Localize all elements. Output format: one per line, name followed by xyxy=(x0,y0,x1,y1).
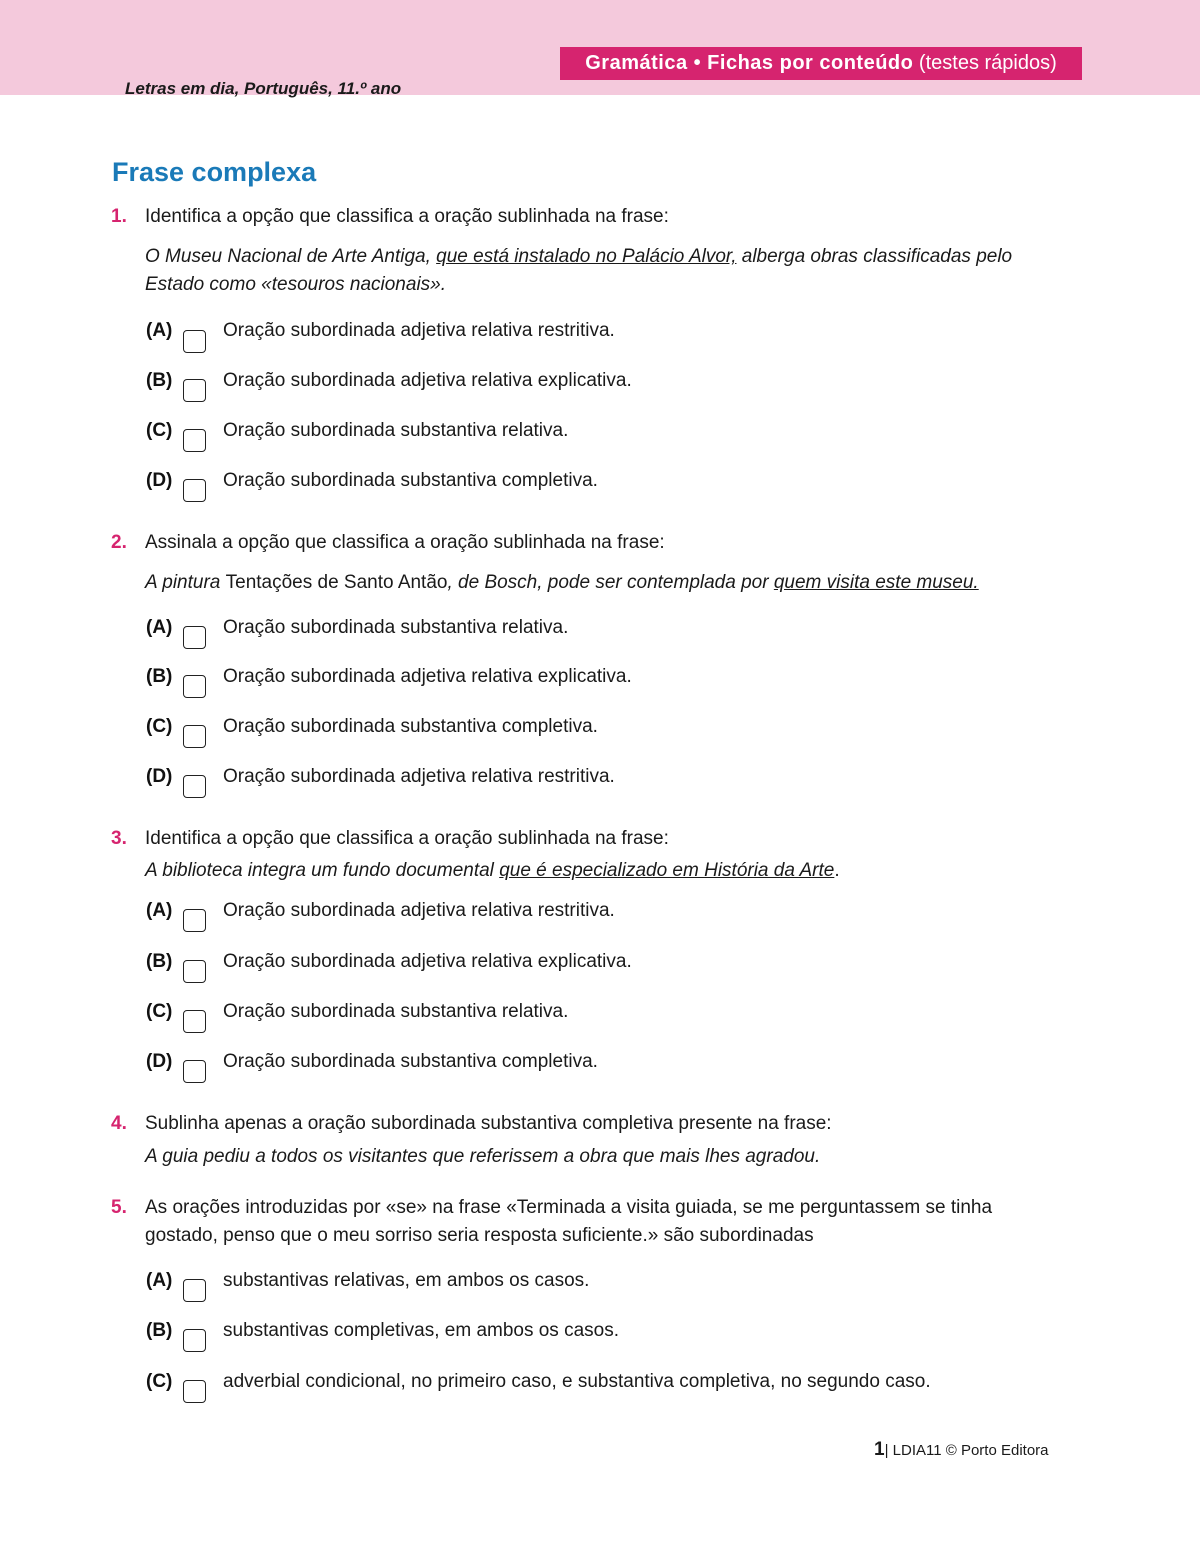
question-3-number: 3. xyxy=(111,828,127,849)
q3-option-letter: (D) xyxy=(146,1051,173,1072)
q3-option-c-checkbox[interactable] xyxy=(183,1010,206,1033)
q5-option-letter: (C) xyxy=(146,1371,173,1392)
q2-option-b-checkbox[interactable] xyxy=(183,675,206,698)
q1-option-letter: (A) xyxy=(146,320,173,341)
q3-sentence-underlined: que é especializado em História da Arte xyxy=(499,860,835,881)
q3-option-text: Oração subordinada substantiva relativa. xyxy=(223,1001,569,1022)
q2-option-text: Oração subordinada adjetiva relativa restritiva. xyxy=(223,766,615,787)
q3-option-letter: (B) xyxy=(146,951,173,972)
q1-option-text: Oração subordinada substantiva relativa. xyxy=(223,420,569,441)
q1-option-text: Oração subordinada adjetiva relativa restritiva. xyxy=(223,320,615,341)
q2-option-letter: (D) xyxy=(146,766,173,787)
q3-option-text: Oração subordinada substantiva completiva. xyxy=(223,1051,598,1072)
question-1-sentence xyxy=(145,243,1075,299)
q2-option-letter: (B) xyxy=(146,666,173,687)
question-2-number: 2. xyxy=(111,532,127,553)
question-1-number: 1. xyxy=(111,206,127,227)
q1-sentence-pre: O Museu Nacional de Arte Antiga, xyxy=(145,246,437,267)
q1-option-text: Oração subordinada adjetiva relativa explicativa. xyxy=(223,370,632,391)
q3-option-text: Oração subordinada adjetiva relativa restritiva. xyxy=(223,900,615,921)
q2-sentence-work-title: Tentações de Santo Antão xyxy=(225,572,448,593)
q2-option-text: Oração subordinada substantiva completiva. xyxy=(223,716,598,737)
question-2-text: Assinala a opção que classifica a oração sublinhada na frase: xyxy=(145,532,665,553)
q2-option-d-checkbox[interactable] xyxy=(183,775,206,798)
q3-sentence-post: . xyxy=(834,860,840,881)
q2-option-text: Oração subordinada adjetiva relativa explicativa. xyxy=(223,666,632,687)
q5-option-letter: (B) xyxy=(146,1320,173,1341)
question-5-number: 5. xyxy=(111,1197,127,1218)
q1-option-c-checkbox[interactable] xyxy=(183,429,206,452)
question-4-text: Sublinha apenas a oração subordinada substantiva completiva presente na frase: xyxy=(145,1113,832,1134)
q2-option-a-checkbox[interactable] xyxy=(183,626,206,649)
header-tag-rest: (testes rápidos) xyxy=(913,52,1057,74)
header-tag-bold: Gramática • Fichas por conteúdo xyxy=(585,52,914,74)
q1-option-text: Oração subordinada substantiva completiva. xyxy=(223,470,598,491)
q5-option-letter: (A) xyxy=(146,1270,173,1291)
q5-option-text: substantivas relativas, em ambos os casos. xyxy=(223,1270,590,1291)
q2-option-letter: (A) xyxy=(146,617,173,638)
q2-sentence-mid: , de Bosch, pode ser contemplada por xyxy=(447,572,774,593)
q3-option-letter: (A) xyxy=(146,900,173,921)
q2-option-c-checkbox[interactable] xyxy=(183,725,206,748)
q3-sentence-pre: A biblioteca integra um fundo documental xyxy=(145,860,500,881)
question-4-sentence[interactable]: A guia pediu a todos os visitantes que referissem a obra que mais lhes agradou. xyxy=(145,1146,821,1167)
question-3-sentence xyxy=(145,857,1075,885)
q2-option-letter: (C) xyxy=(146,716,173,737)
q1-option-letter: (D) xyxy=(146,470,173,491)
question-3-text: Identifica a opção que classifica a oração sublinhada na frase: xyxy=(145,828,669,849)
page-footer xyxy=(874,1439,1049,1461)
q1-sentence-post: alberga obras classificadas pelo Estado como «tesouros nacionais». xyxy=(145,246,1013,295)
q1-sentence-underlined: que está instalado no Palácio Alvor, xyxy=(436,246,737,267)
question-5-text: As orações introduzidas por «se» na frase «Terminada a visita guiada, se me perguntassem se tinha gostado, penso que o meu sorriso seria resposta suficiente.» são subordinadas xyxy=(145,1197,993,1246)
header-tag xyxy=(560,47,1082,80)
q5-option-a-checkbox[interactable] xyxy=(183,1279,206,1302)
q1-option-a-checkbox[interactable] xyxy=(183,330,206,353)
q1-option-letter: (B) xyxy=(146,370,173,391)
q5-option-b-checkbox[interactable] xyxy=(183,1329,206,1352)
question-4-number: 4. xyxy=(111,1113,127,1134)
q1-option-b-checkbox[interactable] xyxy=(183,379,206,402)
q1-option-d-checkbox[interactable] xyxy=(183,479,206,502)
q3-option-text: Oração subordinada adjetiva relativa explicativa. xyxy=(223,951,632,972)
q5-option-text: adverbial condicional, no primeiro caso, e substantiva completiva, no segundo caso. xyxy=(223,1371,931,1392)
q5-option-c-checkbox[interactable] xyxy=(183,1380,206,1403)
question-1-text: Identifica a opção que classifica a oração sublinhada na frase: xyxy=(145,206,669,227)
page-title: Frase complexa xyxy=(112,157,317,187)
q3-option-a-checkbox[interactable] xyxy=(183,909,206,932)
q3-option-b-checkbox[interactable] xyxy=(183,960,206,983)
question-2-sentence xyxy=(145,569,1075,597)
q3-option-d-checkbox[interactable] xyxy=(183,1060,206,1083)
q1-option-letter: (C) xyxy=(146,420,173,441)
q2-option-text: Oração subordinada substantiva relativa. xyxy=(223,617,569,638)
page-number: 1 xyxy=(874,1439,885,1460)
q2-sentence-underlined: quem visita este museu. xyxy=(773,572,979,593)
footer-text: | LDIA11 © Porto Editora xyxy=(884,1442,1049,1459)
q2-sentence-pre: A pintura xyxy=(145,572,226,593)
book-title: Letras em dia, Português, 11.º ano xyxy=(125,79,402,98)
q5-option-text: substantivas completivas, em ambos os casos. xyxy=(223,1320,620,1341)
q3-option-letter: (C) xyxy=(146,1001,173,1022)
